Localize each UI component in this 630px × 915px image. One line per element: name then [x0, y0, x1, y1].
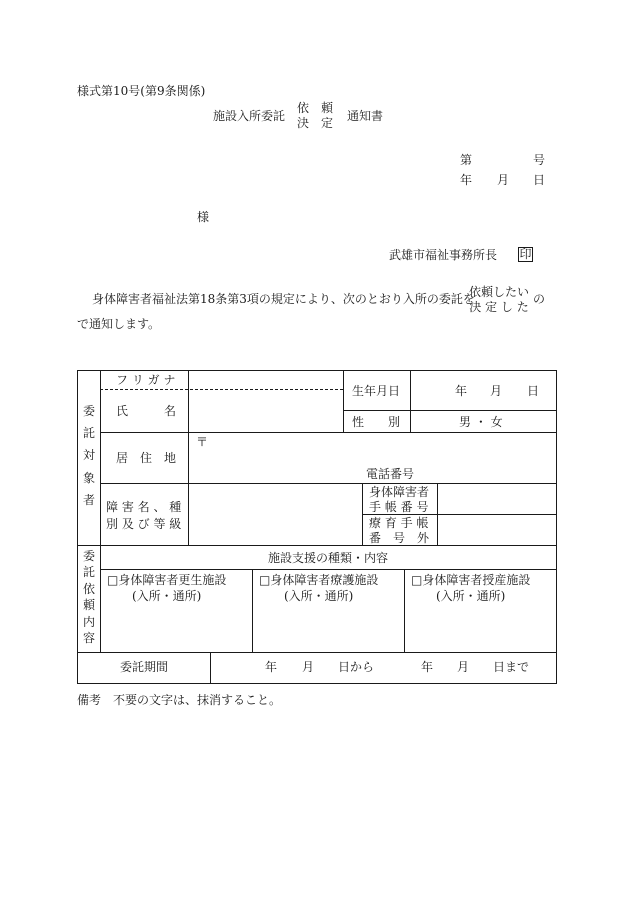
- disability-label: 障 害 名 、 種 別 及 び 等 級: [106, 500, 182, 532]
- residence-label: 居 住 地: [116, 451, 177, 465]
- body-option-request: 依頼したい: [469, 285, 530, 299]
- birth-month: 月: [490, 384, 503, 398]
- body-no: の: [533, 292, 546, 306]
- period-label: 委託期間: [120, 660, 169, 674]
- period-from-day: 日から: [338, 660, 375, 674]
- name-label: 氏 名: [116, 404, 177, 418]
- postal-mark: 〒: [196, 435, 209, 449]
- facility-vocational: □身体障害者授産施設 (入所・通所): [411, 573, 531, 604]
- addressee-suffix: 様: [197, 210, 210, 224]
- title-option-decision: 決 定: [297, 116, 334, 130]
- date-year: 年: [460, 173, 473, 187]
- birth-day: 日: [527, 384, 540, 398]
- period-from-year: 年: [265, 660, 278, 674]
- title-prefix: 施設入所委託: [213, 109, 286, 123]
- section-label-request: 委 託 依 頼 内 容: [83, 549, 96, 646]
- handbook-label: 身体障害者 手 帳 番 号: [369, 485, 430, 514]
- body-options: [469, 285, 529, 315]
- period-to-day: 日まで: [493, 660, 530, 674]
- birth-year: 年: [455, 384, 468, 398]
- issuer-name: 武雄市福祉事務所長: [389, 248, 498, 262]
- title-suffix: 通知書: [347, 109, 384, 123]
- period-to-month: 月: [457, 660, 470, 674]
- body-line1: 身体障害者福祉法第18条第3項の規定により、次のとおり入所の委託を: [92, 292, 475, 306]
- sex-label: 性 別: [352, 415, 401, 429]
- period-to-year: 年: [421, 660, 434, 674]
- title-options: [297, 101, 333, 131]
- section-label-target: 委 託 対 象 者: [83, 404, 96, 507]
- period-from-month: 月: [302, 660, 315, 674]
- form-number: 様式第10号(第9条関係): [77, 84, 206, 98]
- doc-number-go: 号: [533, 153, 546, 167]
- doc-number-dai: 第: [460, 153, 473, 167]
- sex-options: 男 ・ 女: [459, 415, 503, 429]
- date-month: 月: [497, 173, 510, 187]
- birthdate-label: 生年月日: [352, 384, 401, 398]
- facility-care: □身体障害者療護施設 (入所・通所): [259, 573, 379, 604]
- body-option-decision: 決 定 し た: [469, 300, 529, 314]
- seal-box: 印: [519, 247, 532, 262]
- seal-mark: [518, 247, 533, 262]
- title-option-request: 依 頼: [297, 101, 334, 115]
- ryoiku-label: 療 育 手 帳 番 号 外: [369, 516, 430, 545]
- support-header: 施設支援の種類・内容: [268, 551, 389, 565]
- furigana-label: フ リ ガ ナ: [116, 373, 176, 387]
- phone-label: 電話番号: [366, 467, 415, 481]
- note: 備考 不要の文字は、抹消すること。: [77, 693, 282, 707]
- body-line2: で通知します。: [77, 317, 161, 331]
- date-day: 日: [533, 173, 546, 187]
- facility-rehabilitation: □身体障害者更生施設 (入所・通所): [107, 573, 227, 604]
